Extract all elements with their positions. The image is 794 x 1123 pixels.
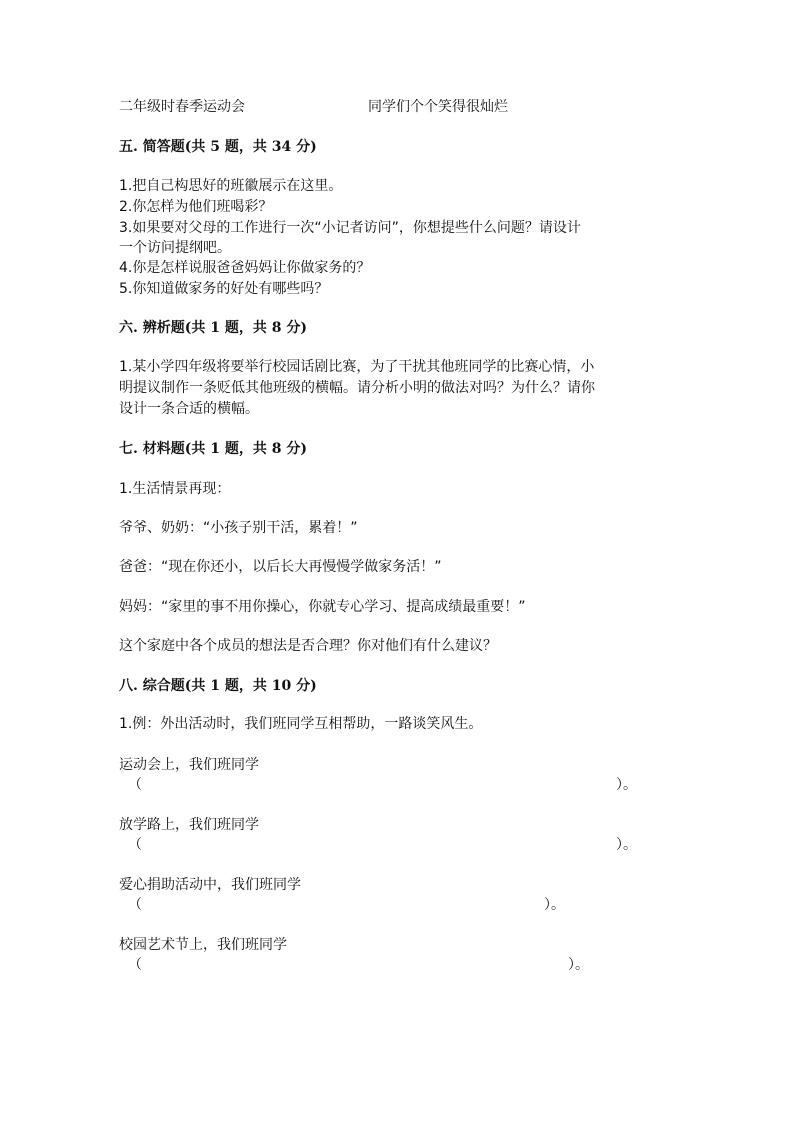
answer-blank-4-close: ）。	[568, 957, 589, 973]
answer-blank-3-close: ）。	[544, 897, 565, 913]
answer-blank-2-close: ）。	[616, 837, 637, 853]
section5-item-3: 3.如果要对父母的工作进行一次“小记者访问”，你想提些什么问题？请设计	[119, 220, 581, 236]
section5-item-4: 4.你是怎样说服爸爸妈妈让你做家务的？	[119, 260, 371, 276]
section5-item-5: 5.你知道做家务的好处有哪些吗？	[119, 281, 329, 297]
section8-heading: 八. 综合题(共 1 题，共 10 分)	[119, 678, 317, 694]
answer-blank-2-open: （	[128, 837, 142, 853]
section6-heading: 六. 辨析题(共 1 题，共 8 分)	[119, 320, 307, 336]
section8-prompt-4: 校园艺术节上，我们班同学	[119, 937, 287, 953]
answer-blank-4-open: （	[128, 957, 142, 973]
answer-blank-1-close: ）。	[616, 777, 637, 793]
section7-dad: 爸爸：“现在你还小，以后长大再慢慢学做家务活！”	[119, 559, 442, 575]
section8-prompt-2: 放学路上，我们班同学	[119, 817, 259, 833]
section8-example: 1.例：外出活动时，我们班同学互相帮助，一路谈笑风生。	[119, 716, 483, 732]
section7-question: 这个家庭中各个成员的想法是否合理？你对他们有什么建议？	[119, 638, 497, 654]
section5-item-2: 2.你怎样为他们班喝彩？	[119, 199, 273, 215]
section5-item-3-cont: 一个访问提纲吧。	[119, 240, 231, 256]
section8-prompt-1: 运动会上，我们班同学	[119, 757, 259, 773]
answer-blank-1-open: （	[128, 777, 142, 793]
top-right-text: 同学们个个笑得很灿烂	[368, 99, 508, 115]
section6-line-1: 1.某小学四年级将要举行校园话剧比赛，为了干扰其他班同学的比赛心情，小	[119, 359, 595, 375]
section5-item-1: 1.把自己构思好的班徽展示在这里。	[119, 178, 343, 194]
section8-prompt-3: 爱心捐助活动中，我们班同学	[119, 877, 301, 893]
section7-mom: 妈妈：“家里的事不用你操心，你就专心学习、提高成绩最重要！”	[119, 599, 526, 615]
section5-heading: 五. 简答题(共 5 题，共 34 分)	[119, 139, 317, 155]
answer-blank-3-open: （	[128, 897, 142, 913]
section7-grandparents: 爷爷、奶奶：“小孩子别干活，累着！”	[119, 520, 358, 536]
section7-intro: 1.生活情景再现：	[119, 481, 231, 497]
section6-line-2: 明提议制作一条贬低其他班级的横幅。请分析小明的做法对吗？为什么？请你	[119, 380, 595, 396]
section7-heading: 七. 材料题(共 1 题，共 8 分)	[119, 441, 307, 457]
top-left-text: 二年级时春季运动会	[119, 99, 245, 115]
section6-line-3: 设计一条合适的横幅。	[119, 401, 259, 417]
